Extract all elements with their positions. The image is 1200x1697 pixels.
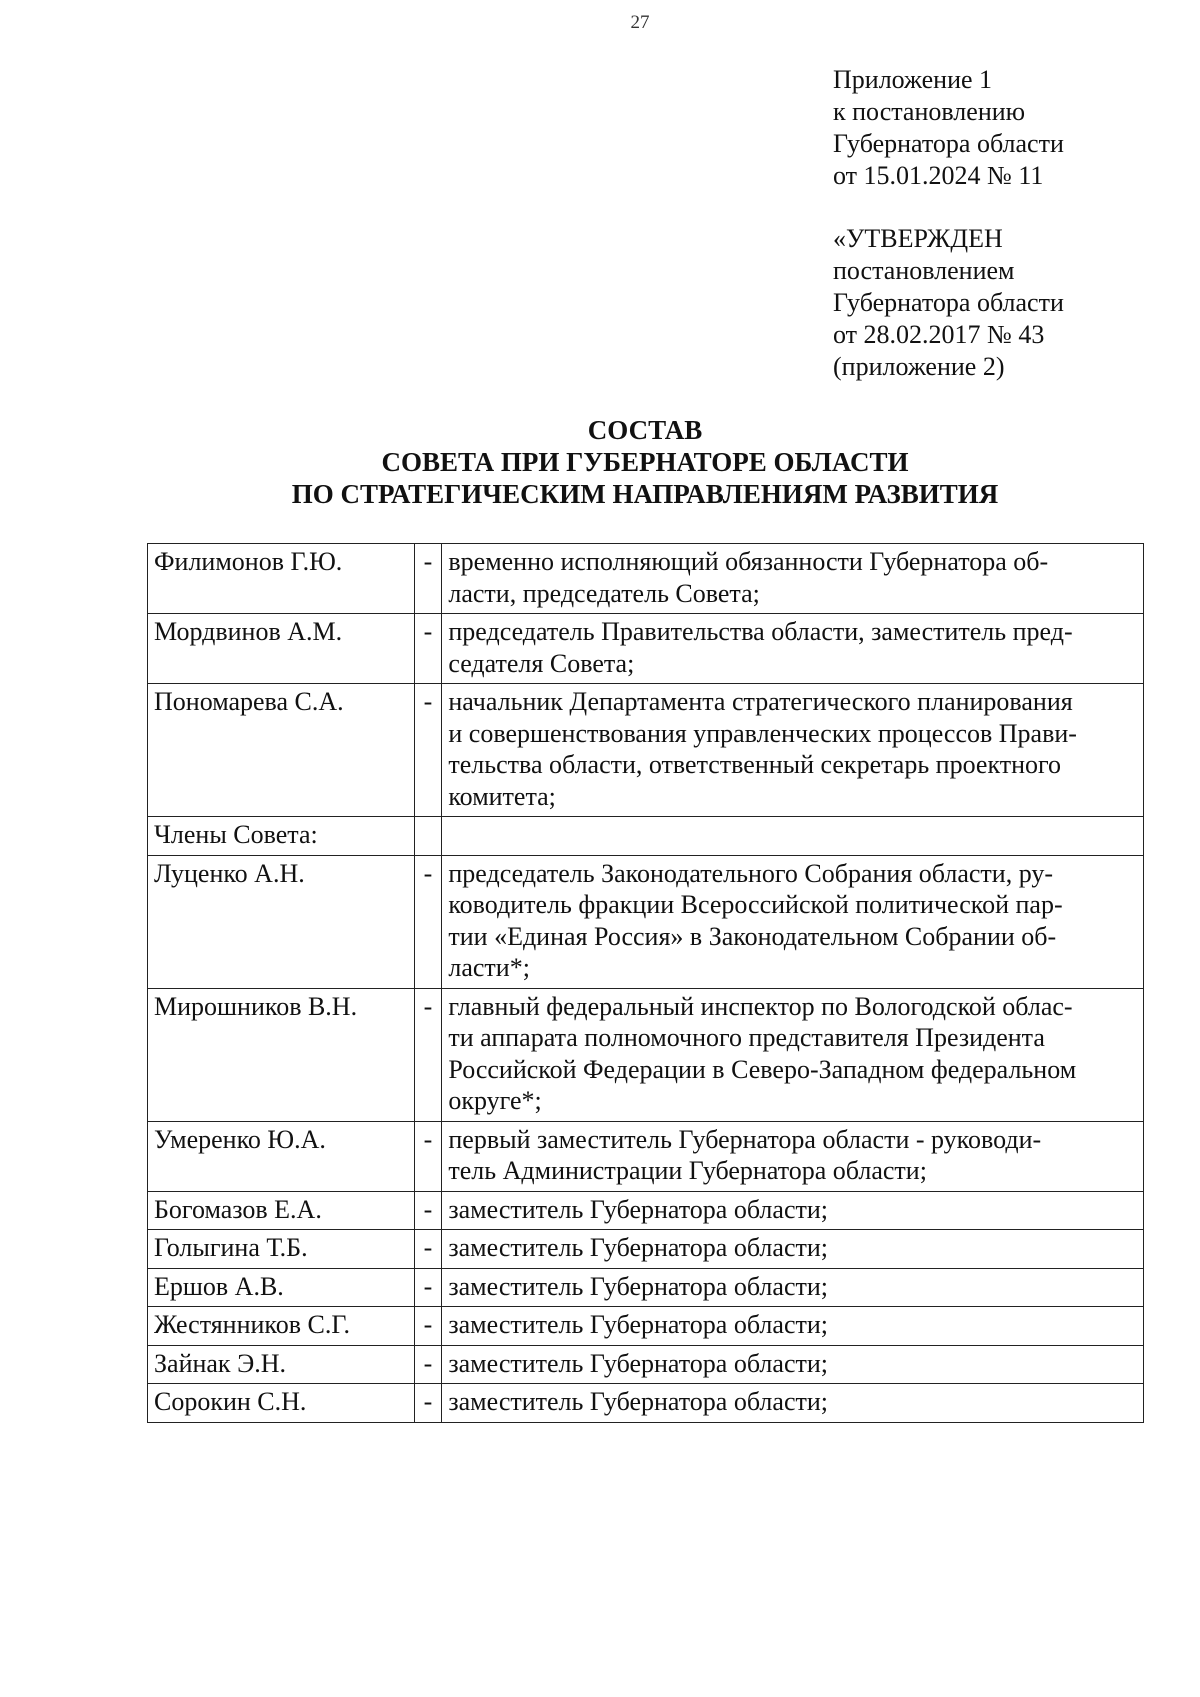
member-role-line: заместитель Губернатора области; [448, 1271, 828, 1301]
member-role-line: тии «Единая Россия» в Законодательном Собрании об- [448, 921, 1057, 951]
approval-stamp-text [833, 223, 1064, 383]
member-role-line: временно исполняющий обязанности Губернатора об- [448, 547, 1049, 576]
member-role-line: седателя Совета; [448, 648, 635, 678]
member-name: Умеренко Ю.А. [148, 1121, 415, 1191]
approval-line: (приложение 2) [833, 352, 1005, 381]
title-line: ПО СТРАТЕГИЧЕСКИМ НАПРАВЛЕНИЯМ РАЗВИТИЯ [291, 479, 999, 509]
member-name: Мордвинов А.М. [148, 614, 415, 684]
member-role-line: округе*; [448, 1086, 542, 1115]
attachment-line: от 15.01.2024 № 11 [833, 161, 1044, 190]
member-dash: - [414, 988, 442, 1121]
approval-line: от 28.02.2017 № 43 [833, 320, 1045, 349]
table-row [148, 988, 1144, 1121]
member-role-line: ти аппарата полномочного представителя Президента [448, 1023, 1045, 1052]
table-row [148, 1230, 1144, 1269]
member-dash: - [414, 1191, 442, 1230]
table-row [148, 1307, 1144, 1346]
member-role-line: заместитель Губернатора области; [448, 1387, 828, 1416]
member-role-line: комитета; [448, 781, 556, 811]
member-role-line: ководитель фракции Всероссийской политической пар- [448, 890, 1063, 919]
member-role-line: тель Администрации Губернатора области; [448, 1156, 927, 1185]
member-role [442, 684, 1144, 817]
member-role-line: ласти, председатель Совета; [448, 578, 760, 608]
member-dash: - [414, 1121, 442, 1191]
member-name: Пономарева С.А. [148, 684, 415, 817]
member-role-line: начальник Департамента стратегического планирования [448, 687, 1073, 716]
title-line: СОСТАВ [587, 415, 703, 445]
approval-line: «УТВЕРЖДЕН [833, 224, 1003, 253]
member-role-line: председатель Правительства области, заместитель пред- [448, 617, 1073, 646]
member-role-line: заместитель Губернатора области; [448, 1310, 828, 1339]
table-row [148, 1345, 1144, 1384]
member-name: Богомазов Е.А. [148, 1191, 415, 1230]
member-role-line: заместитель Губернатора области; [448, 1233, 828, 1262]
table-row [148, 1268, 1144, 1307]
attachment-line: Приложение 1 [833, 65, 993, 94]
council-members-table-body [148, 544, 1144, 1423]
member-role-line: Российской Федерации в Северо-Западном федеральном [448, 1054, 1077, 1084]
member-dash: - [414, 1345, 442, 1384]
attachment-line: Губернатора области [833, 129, 1064, 158]
table-row [148, 544, 1144, 614]
member-role-line: тельства области, ответственный секретарь проектного [448, 750, 1062, 779]
member-role [442, 1307, 1144, 1346]
title-line: СОВЕТА ПРИ ГУБЕРНАТОРЕ ОБЛАСТИ [381, 447, 909, 477]
council-members-table [147, 543, 1144, 1423]
member-name: Филимонов Г.Ю. [148, 544, 415, 614]
table-row [148, 684, 1144, 817]
member-role [442, 1345, 1144, 1384]
member-role [442, 855, 1144, 988]
member-name: Ершов А.В. [148, 1268, 415, 1307]
member-dash: - [414, 614, 442, 684]
member-dash: - [414, 1268, 442, 1307]
member-role-line: заместитель Губернатора области; [448, 1194, 828, 1224]
document-title [145, 414, 1145, 510]
approval-line: Губернатора области [833, 288, 1064, 317]
member-dash [414, 817, 442, 856]
member-role [442, 817, 1144, 856]
approval-line: постановлением [833, 256, 1015, 285]
member-dash: - [414, 684, 442, 817]
page-number: 27 [630, 12, 650, 33]
member-name: Мирошников В.Н. [148, 988, 415, 1121]
member-role [442, 988, 1144, 1121]
table-row [148, 1191, 1144, 1230]
member-role-line: главный федеральный инспектор по Вологодской облас- [448, 991, 1073, 1021]
table-row [148, 1121, 1144, 1191]
member-role [442, 544, 1144, 614]
member-role-line: ласти*; [448, 953, 530, 982]
table-row [148, 817, 1144, 856]
member-name: Члены Совета: [148, 817, 415, 856]
member-role-line: заместитель Губернатора области; [448, 1348, 828, 1378]
member-name: Голыгина Т.Б. [148, 1230, 415, 1269]
member-dash: - [414, 544, 442, 614]
member-role [442, 614, 1144, 684]
member-dash: - [414, 1230, 442, 1269]
member-name: Сорокин С.Н. [148, 1384, 415, 1423]
member-role [442, 1121, 1144, 1191]
member-role-line: первый заместитель Губернатора области - руководи- [448, 1124, 1042, 1154]
member-role [442, 1268, 1144, 1307]
member-role-line: и совершенствования управленческих процессов Прави- [448, 718, 1077, 748]
member-name: Зайнак Э.Н. [148, 1345, 415, 1384]
table-row [148, 614, 1144, 684]
member-role [442, 1191, 1144, 1230]
member-dash: - [414, 1384, 442, 1423]
table-row [148, 1384, 1144, 1423]
member-role [442, 1230, 1144, 1269]
member-role-line: председатель Законодательного Собрания области, ру- [448, 858, 1054, 888]
member-role [442, 1384, 1144, 1423]
table-row [148, 855, 1144, 988]
member-dash: - [414, 855, 442, 988]
attachment-reference [833, 64, 1064, 192]
member-name: Жестянников С.Г. [148, 1307, 415, 1346]
member-dash: - [414, 1307, 442, 1346]
member-name: Луценко А.Н. [148, 855, 415, 988]
attachment-line: к постановлению [833, 97, 1026, 126]
